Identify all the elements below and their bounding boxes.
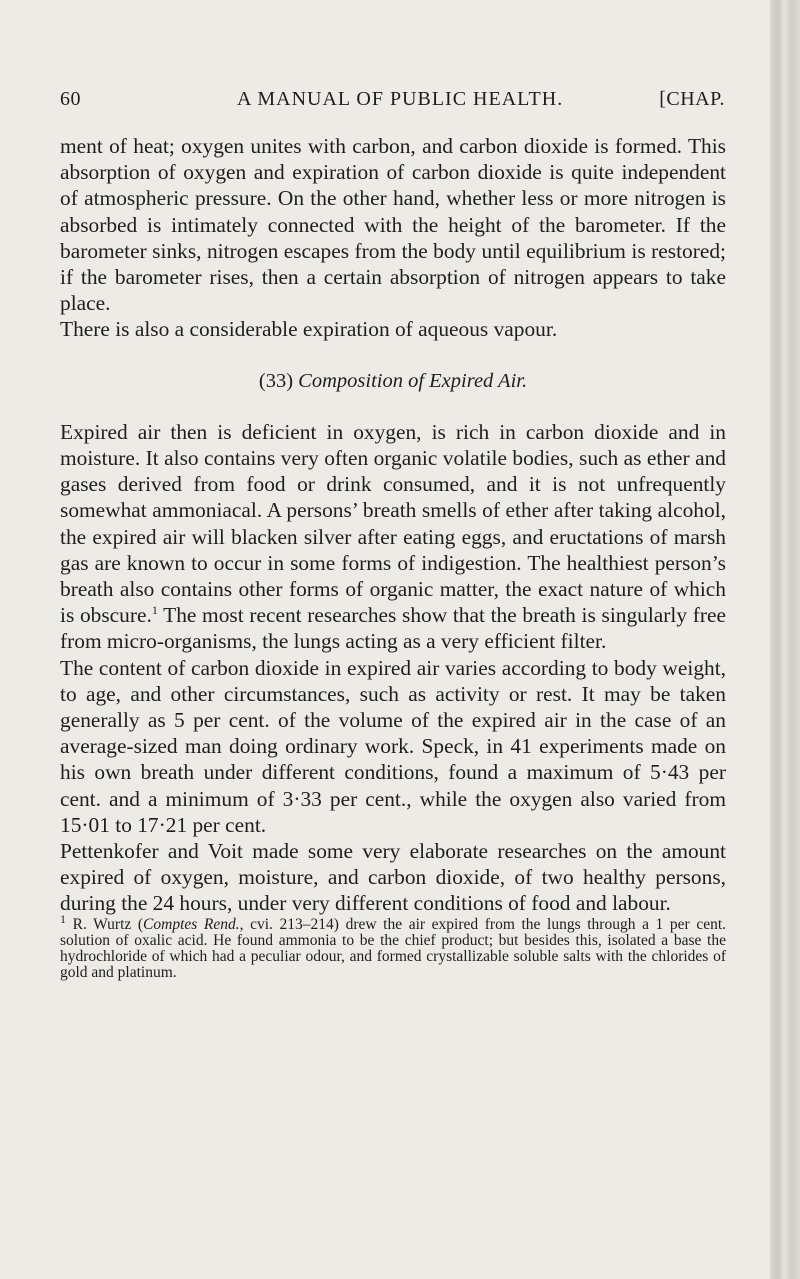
footnote-text: , cvi. 213–214) drew the air expired from the lungs through a 1 per cent. solution of oxalic acid. He found ammonia to be the chief product; but besides this, isolated a base the hydrochloride of which had a peculiar odour, and formed crystallizable soluble salts with the chlorides of gold and platinum.	[60, 915, 727, 982]
page-edge	[770, 0, 800, 1279]
paragraph-text-before-note: Expired air then is deficient in oxygen, is rich in carbon dioxide and in moisture. It also contains very often organic volatile bodies, such as ether and gases derived from food or drink consumed, and it is not unfrequently somewhat ammoniacal. A persons’ breath smells of ether after taking alcohol, the expired air will blacken silver after eating eggs, and eructations of marsh gas are known to occur in some forms of indigestion. The healthiest person’s breath also contains other forms of organic matter, the exact nature of which is obscure.	[60, 419, 726, 628]
paragraph-pettenkofer: Pettenkofer and Voit made some very elaborate researches on the amount expired of oxygen, moisture, and carbon dioxide, of two healthy persons, during the 24 hours, under very different conditions of food and labour.	[60, 839, 726, 916]
footnote	[60, 911, 727, 982]
chapter-label: [CHAP.	[659, 88, 725, 110]
paragraph-aqueous-vapour: There is also a considerable expiration of aqueous vapour.	[60, 317, 558, 342]
footnote-source: Comptes Rend.	[143, 915, 240, 933]
footnote-reference: 1	[151, 603, 158, 618]
section-number: (33)	[258, 369, 294, 392]
paragraph-text-after-note: The most recent researches show that the breath is singularly free from micro-organisms, the lungs acting as a very efficient filter.	[60, 603, 726, 654]
section-heading	[60, 368, 726, 394]
page-number: 60	[60, 88, 81, 110]
page-header	[60, 88, 725, 118]
page-body	[60, 133, 726, 982]
paragraph-expired-air	[60, 419, 726, 655]
paragraph-continued: ment of heat; oxygen unites with carbon, and carbon dioxide is formed. This absorption of oxygen and expiration of carbon dioxide is quite independent of atmospheric pressure. On the other hand, whether less or more nitrogen is absorbed is intimately connected with the height of the barometer. If the barometer sinks, nitrogen escapes from the body until equilibrium is restored; if the barometer rises, then a certain absorption of nitrogen appears to take place.	[60, 134, 726, 316]
paragraph-carbon-dioxide: The content of carbon dioxide in expired air varies according to body weight, to age, and other circumstances, such as activity or rest. It may be taken generally as 5 per cent. of the volume of the expired air in the case of an average-sized man doing ordinary work. Speck, in 41 experiments made on his own breath under different conditions, found a maximum of 5·43 per cent. and a minimum of 3·33 per cent., while the oxygen also varied from 15·01 to 17·21 per cent.	[60, 655, 726, 837]
running-title: A MANUAL OF PUBLIC HEALTH.	[237, 88, 564, 110]
footnote-marker: 1	[60, 911, 66, 926]
section-title: Composition of Expired Air.	[298, 369, 528, 392]
footnote-author: R. Wurtz (	[66, 915, 144, 933]
